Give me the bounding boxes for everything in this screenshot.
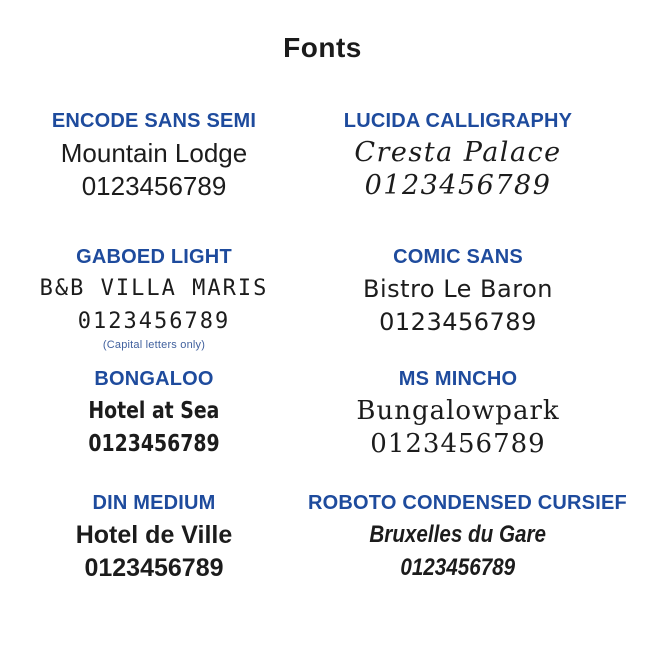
font-name: ROBOTO CONDENSED CURSIEF	[308, 492, 627, 514]
font-sample-digits: 0123456789	[88, 431, 220, 457]
font-name: LUCIDA CALLIGRAPHY	[343, 110, 573, 132]
specimen-comic-sans	[308, 244, 608, 366]
font-sample-digits: 0123456789	[77, 309, 231, 334]
specimen-bongaloo	[0, 366, 308, 490]
font-name: BONGALOO	[94, 368, 214, 390]
font-name: GABOED LIGHT	[76, 246, 232, 268]
font-sample-text: Mountain Lodge	[60, 138, 248, 168]
font-sample-digits: 0123456789	[370, 429, 546, 459]
font-note: (Capital letters only)	[102, 339, 206, 351]
font-sample-text: Cresta Palace	[354, 137, 562, 168]
specimen-gaboed-light	[0, 244, 308, 366]
font-sample-digits: 0123456789	[84, 554, 224, 582]
page-title: Fonts	[283, 32, 362, 63]
specimen-encode-sans-semi	[0, 108, 308, 244]
font-sample-digits: 0123456789	[81, 171, 227, 201]
font-name: COMIC SANS	[393, 246, 523, 268]
font-sample-text: Bistro Le Baron	[363, 275, 553, 303]
font-sample-digits: 0123456789	[379, 308, 537, 336]
font-sample-text: Bruxelles du Gare	[369, 521, 547, 548]
specimen-roboto-condensed-cursief	[308, 490, 627, 610]
font-name: ENCODE SANS SEMI	[51, 110, 257, 132]
font-sample-text: Bungalowpark	[356, 396, 560, 426]
font-name: DIN MEDIUM	[92, 492, 216, 514]
font-sample-text: B&B VILLA MARIS	[39, 276, 269, 301]
font-sample-digits: 0123456789	[400, 554, 516, 581]
font-sample-digits: 0123456789	[364, 170, 552, 201]
font-sample-text: Hotel de Ville	[75, 521, 233, 549]
specimen-din-medium	[0, 490, 308, 610]
specimen-ms-mincho	[308, 366, 608, 490]
font-name: MS MINCHO	[398, 368, 518, 390]
specimen-lucida-calligraphy	[308, 108, 608, 244]
specimen-grid	[0, 108, 627, 610]
font-sample-text: Hotel at Sea	[88, 398, 220, 424]
